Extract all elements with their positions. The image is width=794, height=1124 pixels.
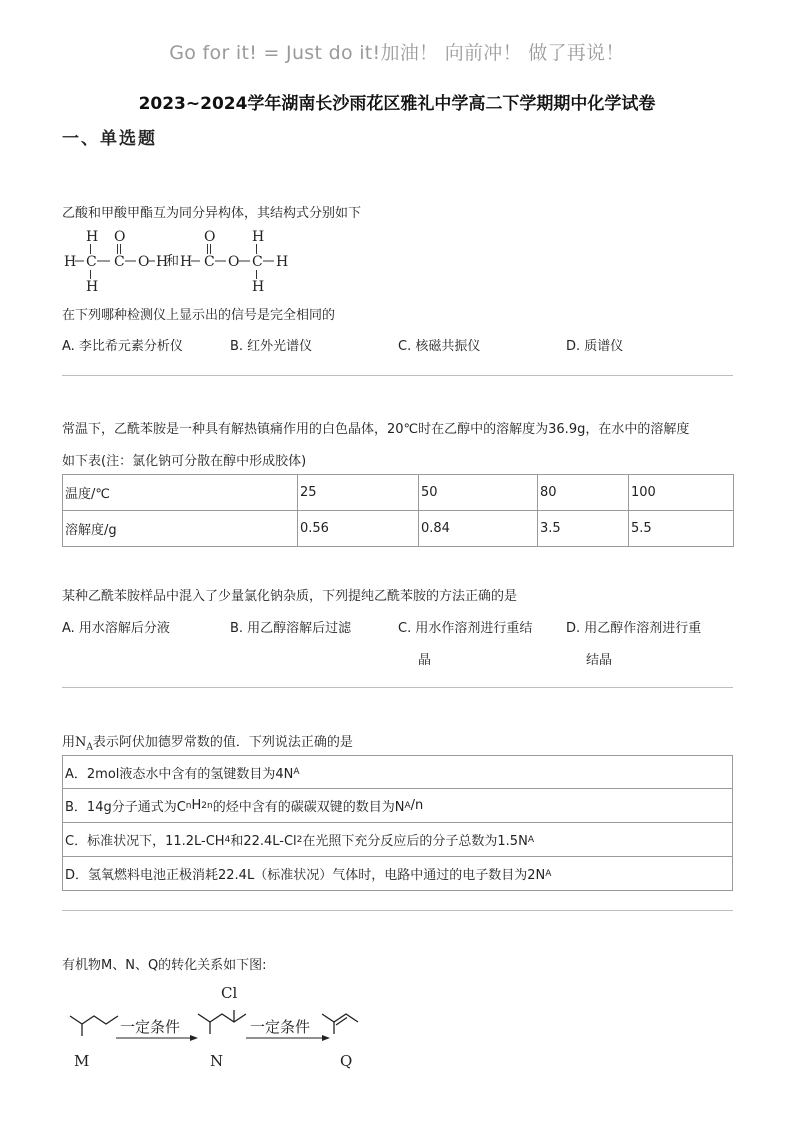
q3-stem-var: N bbox=[75, 735, 87, 750]
atom-h: H bbox=[252, 229, 265, 245]
atom-h: H bbox=[276, 254, 289, 270]
q3-c-sub: 4 bbox=[224, 834, 231, 845]
q2-option-c-line2: 晶 bbox=[418, 653, 432, 668]
q3-b-text: B．14g分子通式为C bbox=[65, 800, 186, 815]
atom-o: O bbox=[114, 229, 126, 245]
label-n: N bbox=[210, 1052, 224, 1070]
atom-c: C bbox=[204, 254, 215, 270]
atom-o: O bbox=[138, 254, 150, 270]
q3-b-sub: 2n bbox=[201, 800, 213, 811]
table-cell: 50 bbox=[419, 475, 538, 511]
q3-c-sub: 2 bbox=[296, 834, 303, 845]
section-heading: 一、单选题 bbox=[62, 129, 157, 149]
divider bbox=[62, 687, 733, 688]
atom-h: H bbox=[180, 254, 193, 270]
atom-h: H bbox=[252, 279, 265, 295]
q2-option-a[interactable]: A. 用水溶解后分液 bbox=[62, 621, 170, 636]
q2-option-d-line1: D. 用乙醇作溶剂进行重 bbox=[566, 621, 702, 636]
divider bbox=[62, 375, 733, 376]
q3-a-sub: A bbox=[293, 767, 300, 777]
q2-option-c-line1: C. 用水作溶剂进行重结 bbox=[398, 621, 533, 636]
divider bbox=[62, 910, 733, 911]
atom-c: C bbox=[86, 254, 97, 270]
page-header-slogan: Go for it! = Just do it!加油！ 向前冲！ 做了再说！ bbox=[169, 42, 625, 64]
q3-d-text: D．氢氧燃料电池正极消耗22.4L（标准状况）气体时，电路中通过的电子数目为2N bbox=[65, 868, 546, 883]
table-row bbox=[63, 475, 734, 511]
q1-and: 和 bbox=[166, 254, 180, 269]
atom-o: O bbox=[204, 229, 216, 245]
atom-o: O bbox=[228, 254, 240, 270]
table-cell: 0.84 bbox=[419, 511, 538, 547]
q3-d-sub: A bbox=[545, 868, 552, 879]
q2-option-b[interactable]: B. 用乙醇溶解后过滤 bbox=[230, 621, 352, 636]
table-cell: 25 bbox=[298, 475, 419, 511]
table-cell: 温度/℃ bbox=[63, 475, 298, 511]
q1-option-b[interactable]: B. 红外光谱仪 bbox=[230, 339, 313, 354]
q3-stem bbox=[62, 731, 353, 753]
atom-h: H bbox=[86, 279, 99, 295]
q3-c-text: 和22.4L-Cl bbox=[230, 834, 297, 849]
chlorine-label: Cl bbox=[221, 984, 238, 1002]
condition-label: 一定条件 bbox=[250, 1018, 311, 1036]
q2-question: 某种乙酰苯胺样品中混入了少量氯化钠杂质，下列提纯乙酰苯胺的方法正确的是 bbox=[62, 589, 518, 604]
q3-c-sub: A bbox=[527, 834, 534, 845]
q3-option-a[interactable] bbox=[62, 755, 733, 789]
q3-b-sub: n bbox=[185, 800, 192, 811]
q1-question: 在下列哪种检测仪上显示出的信号是完全相同的 bbox=[62, 308, 336, 323]
q4-stem: 有机物M、N、Q的转化关系如下图: bbox=[62, 958, 267, 973]
table-cell: 100 bbox=[629, 475, 734, 511]
q2-option-c[interactable] bbox=[398, 617, 532, 636]
q3-option-c[interactable] bbox=[62, 823, 733, 857]
table-cell: 3.5 bbox=[538, 511, 629, 547]
atom-h: H bbox=[86, 229, 99, 245]
atom-h: H bbox=[64, 254, 77, 270]
atom-h: H bbox=[156, 254, 169, 270]
q2-stem-line2: 如下表(注：氯化钠可分散在醇中形成胶体) bbox=[62, 454, 307, 469]
q3-stem-sub: A bbox=[86, 742, 93, 753]
q3-option-b[interactable] bbox=[62, 789, 733, 823]
q3-options-box bbox=[62, 755, 733, 891]
q2-option-d[interactable] bbox=[566, 617, 701, 636]
atom-c: C bbox=[114, 254, 125, 270]
table-cell: 80 bbox=[538, 475, 629, 511]
q3-c-text: 在光照下充分反应后的分子总数为1.5N bbox=[302, 834, 528, 849]
q4-reaction-diagram bbox=[60, 980, 380, 1072]
exam-title: 2023~2024学年湖南长沙雨花区雅礼中学高二下学期期中化学试卷 bbox=[138, 94, 656, 114]
q3-stem-post: 表示阿伏加德罗常数的值．下列说法正确的是 bbox=[92, 735, 353, 750]
q1-option-c[interactable]: C. 核磁共振仪 bbox=[398, 339, 481, 354]
q2-stem-line1: 常温下，乙酰苯胺是一种具有解热镇痛作用的白色晶体，20℃时在乙醇中的溶解度为36.9g，在水中的溶解度 bbox=[62, 422, 690, 437]
q1-stem: 乙酸和甲酸甲酯互为同分异构体，其结构式分别如下 bbox=[62, 206, 362, 221]
table-cell: 溶解度/g bbox=[63, 511, 298, 547]
q1-option-d[interactable]: D. 质谱仪 bbox=[566, 339, 624, 354]
q3-c-text: C．标准状况下，11.2L-CH bbox=[65, 834, 225, 849]
q3-a-text: A．2mol液态水中含有的氢键数目为4N bbox=[65, 766, 294, 782]
q3-stem-pre: 用 bbox=[62, 735, 76, 750]
q3-b-text: /n bbox=[410, 798, 424, 813]
atom-c: C bbox=[252, 254, 263, 270]
condition-label: 一定条件 bbox=[120, 1018, 181, 1036]
table-row bbox=[63, 511, 734, 547]
q1-option-a[interactable]: A. 李比希元素分析仪 bbox=[62, 339, 183, 354]
label-m: M bbox=[74, 1052, 90, 1070]
q3-b-text: H bbox=[191, 798, 202, 813]
q2-option-d-line2: 结晶 bbox=[586, 653, 613, 668]
q1-structural-formulas bbox=[60, 224, 300, 296]
q3-b-sub: A bbox=[404, 800, 411, 811]
solubility-table bbox=[62, 474, 734, 547]
q3-b-text: 的烃中含有的碳碳双键的数目为N bbox=[212, 800, 405, 815]
q3-option-d[interactable] bbox=[62, 857, 733, 891]
table-cell: 0.56 bbox=[298, 511, 419, 547]
label-q: Q bbox=[340, 1052, 353, 1070]
table-cell: 5.5 bbox=[629, 511, 734, 547]
